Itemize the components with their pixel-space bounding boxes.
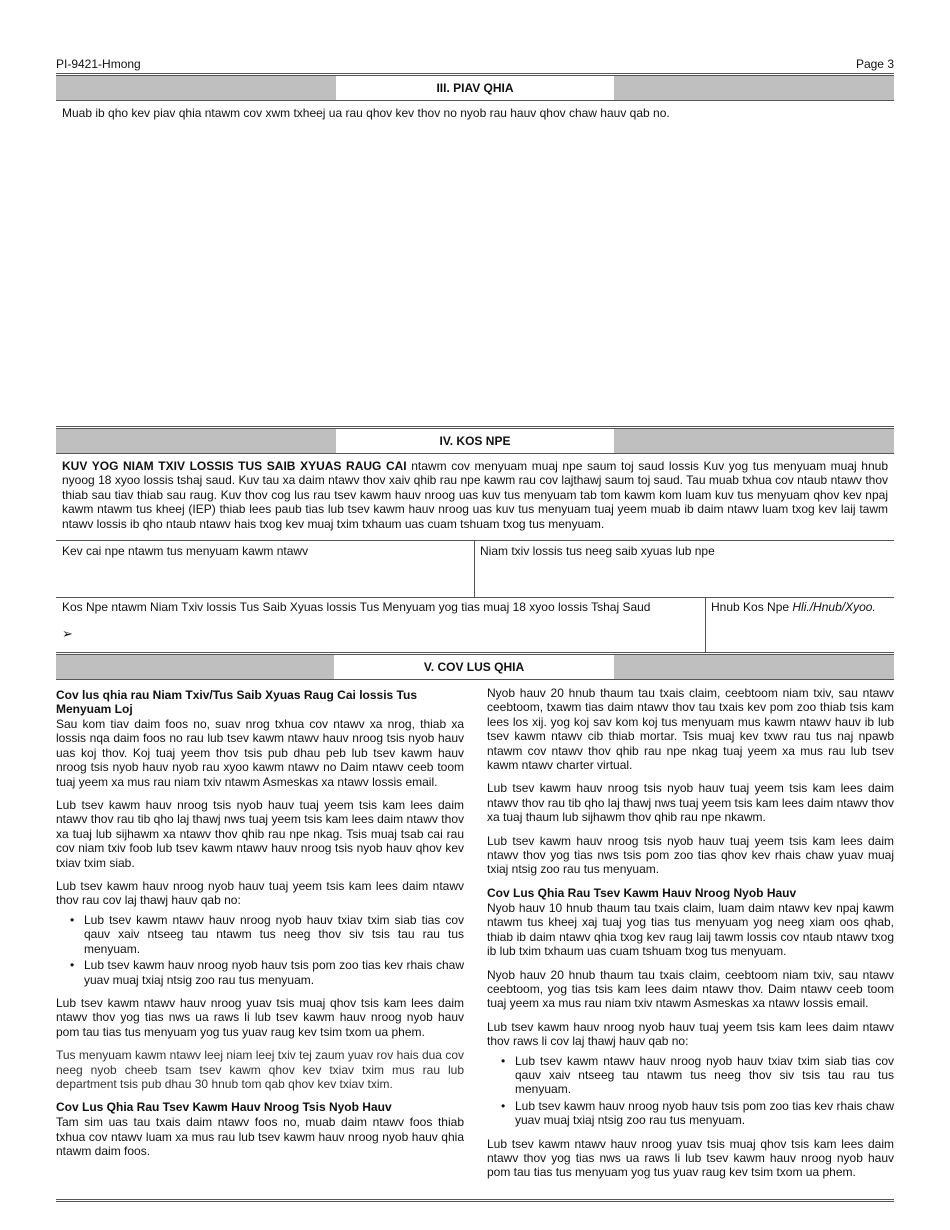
paragraph: Lub tsev kawm hauv nroog nyob hauv tuaj yeem tsis kam lees daim ntawv thov rau cov laj thawj hauv qab no:	[56, 879, 464, 908]
page-number: Page 3	[855, 57, 894, 71]
section-5-banner	[56, 652, 894, 680]
resident-district-heading: Cov Lus Qhia Rau Tsev Kawm Hauv Nroog Nyob Hauv	[487, 885, 797, 900]
list-item: • Lub tsev kawm ntawv hauv nroog nyob hauv txiav txim siab tias cov qauv xaiv ntseeg tau ntawm tus neeg thov siv tsis tau rau tus menyuam.	[84, 913, 464, 956]
description-area[interactable]	[56, 124, 894, 424]
denial-reasons-list	[515, 1054, 894, 1128]
signature-date-field[interactable]	[711, 617, 891, 650]
declaration-text: ntawm cov menyuam muaj npe saum toj saud lossis Kuv yog tus menyuam muaj hnub nyoog 18 xyoo lossis tshaj saud. Kuv tau xa daim ntawv thov xaiv qhib rau npe kawm rau cov lajthawj saum toj saud. Tau muab txhua cov ntaub ntawv thov thiab sau tiav thiab sau raug. Kuv thov cog lus rau tsev kawm hauv nroog uas kuv tus menyuam tab tom kawm kom luam kuv tus menyuam qhov kev npaj kawm ntawm tus kheej (IEP) thiab lees paub tias lub tsev kawm hauv nroog uas kuv tus menyuam tuaj yeem muab ib daim ntawv luam txog kev laij tawm ntawv lossis ib qho ntaub ntawv hais txog kev muaj txim txhaum uas cuam tshuam txog tus menyuam.	[62, 459, 888, 531]
paragraph: Lub tsev kawm ntawv hauv nroog yuav tsis muaj qhov tsis kam lees daim ntawv thov yog tias nws ua raws li lub tsev kawm hauv nroog nyob hauv pom tau tias tus menyuam yog tus yuav raug kev tsim txom ua phem.	[487, 1136, 894, 1180]
parent-instructions-heading: Cov lus qhia rau Niam Txiv/Tus Saib Xyuas Raug Cai lossis Tus Menyuam Loj	[56, 688, 417, 716]
paragraph: Lub tsev kawm ntawv hauv nroog yuav tsis muaj qhov tsis kam lees daim ntawv thov yog tias nws ua raws li lub tsev kawm hauv nroog nyob hauv pom tau tias tus menyuam yog tus yuav raug kev tsim txom ua phem.	[56, 995, 464, 1039]
denial-reasons-list	[84, 913, 464, 987]
paragraph: Tus menyuam kawm ntawv leej niam leej txiv tej zaum yuav rov hais dua cov neeg nyob cheeb tsam tsev kawm qhov kev txiav txim mus rau lub department tsis pub dhau 30 hnub tom qab qhov kev txiav txim.	[56, 1048, 464, 1091]
bottom-rule	[56, 1199, 894, 1202]
paragraph: Nyob hauv 20 hnub thaum tau txais claim, ceebtoom niam txiv, sau ntawv ceebtoom, yog tias tsis kam lees daim ntawv thov. Daim ntawv ceeb toom tuaj yeem xa mus rau niam txiv ntawm Asmeskas xa ntawv lossis email.	[487, 967, 894, 1011]
nonresident-district-heading: Cov Lus Qhia Rau Tsev Kawm Hauv Nroog Tsis Nyob Hauv	[56, 1100, 392, 1115]
section-3-banner	[56, 73, 894, 101]
signature-arrow-icon: ➢	[62, 626, 73, 641]
section-3-title: III. PIAV QHIA	[336, 76, 614, 100]
signature-label: Kos Npe ntawm Niam Txiv lossis Tus Saib Xyuas lossis Tus Menyuam yog tias muaj 18 xyoo lossis Tshaj Saud	[62, 600, 651, 614]
parent-name-label: Niam txiv lossis tus neeg saib xyuas lub npe	[480, 544, 715, 558]
paragraph: Lub tsev kawm hauv nroog nyob hauv tuaj yeem tsis kam lees daim ntawv thov raws li cov laj thawj hauv qab no:	[487, 1019, 894, 1049]
paragraph: Nyob hauv 20 hnub thaum tau txais claim, ceebtoom niam txiv, sau ntawv ceebtoom, txawm tias daim ntawv thov tau txais kev pom zoo thiab tsis kam lees los xij. yog koj sav kom koj tus menyuam mus kawm ntawv hauv ib lub tsev kawm ntawv cib thiab mortar. Tsis muaj kev txwv rau tus naj npawb ntawm cov ntawv thov qhib rau npe nkag tuaj yeem xa mus rau lub tsev kawm ntawv charter virtual.	[487, 686, 894, 773]
page-header	[56, 57, 894, 73]
paragraph: Nyob hauv 10 hnub thaum tau txais claim, luam daim ntawv kev npaj kawm ntawm tus kheej xaj tuaj yog tias tus menyuam yog neeg xiam oos qhab, thiab ib daim ntawv qhia txog kev raug laij tawm lossis cov ntaub ntawv txog ib lub txim txhaum uas cuam tshuam txog tus menyuam.	[487, 900, 894, 959]
paragraph: Tam sim uas tau txais daim ntawv foos no, muab daim ntawv foos thiab txhua cov ntawv luam xa mus rau lub tsev kawm hauv nroog nyob hauv qhia ntawm daim foos.	[56, 1115, 464, 1159]
student-name-field[interactable]	[62, 560, 467, 594]
student-name-label: Kev cai npe ntawm tus menyuam kawm ntawv	[62, 544, 309, 558]
list-item: • Lub tsev kawm ntawv hauv nroog nyob hauv txiav txim siab tias cov qauv xaiv ntseeg tau ntawm tus neeg thov siv tsis tau rau tus menyuam.	[515, 1054, 894, 1097]
paragraph: Lub tsev kawm hauv nroog tsis nyob hauv tuaj yeem tsis kam lees daim ntawv thov rau tib qho laj thawj nws tuaj yeem tsis kam lees daim ntawv thov xa tuaj lub sijhawm xa ntawv thov qhib rau npe nkag. Tsis muaj tsab cai rau cov niam txiv foob lub tsev kawm ntawv hauv nroog tsis nyob hauv qhov kev txiav txim siab.	[56, 798, 464, 870]
form-id: PI-9421-Hmong	[56, 57, 141, 71]
list-item: • Lub tsev kawm hauv nroog nyob hauv tsis pom zoo tias kev rhais chaw yuav muaj txiaj ntsig zoo rau tus menyuam.	[515, 1099, 894, 1128]
section-3-instruction: Muab ib qho kev piav qhia ntawm cov xwm txheej ua rau qhov kev thov no nyob rau hauv qhov chaw hauv qab no.	[62, 106, 670, 120]
section-4-declaration	[62, 459, 888, 531]
signature-field[interactable]	[80, 620, 700, 650]
list-item: • Lub tsev kawm hauv nroog nyob hauv tsis pom zoo tias kev rhais chaw yuav muaj txiaj ntsig zoo rau tus menyuam.	[84, 958, 464, 987]
document-page	[56, 0, 894, 1230]
section-4-banner	[56, 426, 894, 454]
paragraph: Sau kom tiav daim foos no, suav nrog txhua cov ntawv xa nrog, thiab xa lossis nqa daim foos no rau lub tsev kawm ntawv hauv nroog tsis nyob hauv uas koj thov. Koj tuaj yeem thov tsis pub dhau peb lub tsev kawm hauv nroog tsis nyob hauv nyob rau xyoo kawm ntawv no Daim ntawv ceeb toom tuaj yeem xa mus rau niam txiv ntawm Asmeskas xa ntawv lossis email.	[56, 717, 464, 789]
declaration-bold: KUV YOG NIAM TXIV LOSSIS TUS SAIB XYUAS RAUG CAI	[62, 459, 407, 473]
section-5-title: V. COV LUS QHIA	[334, 655, 614, 679]
instructions-left-column	[56, 688, 464, 1168]
paragraph: Lub tsev kawm hauv nroog tsis nyob hauv tuaj yeem tsis kam lees daim ntawv thov rau tib qho laj thawj nws tuaj yeem tsis kam lees daim ntawv thov xa tuaj thaum lub sijhawm thov qhib rau npe nkawm.	[487, 781, 894, 825]
date-format: Hli./Hnub/Xyoo.	[792, 600, 876, 614]
parent-name-field[interactable]	[480, 560, 890, 594]
instructions-right-column	[487, 686, 894, 1189]
signature-date-label: Hnub Kos Npe Hli./Hnub/Xyoo.	[711, 600, 876, 614]
section-4-title: IV. KOS NPE	[336, 429, 614, 453]
paragraph: Lub tsev kawm hauv nroog tsis nyob hauv tuaj yeem tsis kam lees daim ntawv thov yog tias nws tsis pom zoo tias qhov kev rhais chaw yuav muaj txiaj ntsig zoo rau tus menyuam.	[487, 833, 894, 877]
